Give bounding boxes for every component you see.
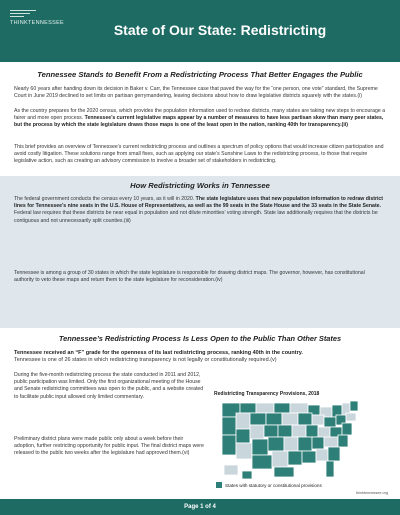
map-state-shape bbox=[236, 443, 252, 459]
map-state-shape bbox=[242, 471, 252, 479]
map-state-shape bbox=[338, 435, 348, 447]
map-state-shape bbox=[324, 417, 336, 427]
map-state-shape bbox=[256, 403, 274, 413]
page-header bbox=[0, 0, 400, 62]
section3-column-paragraph-2: Preliminary district plans were made public only about a week before their adoption, further restricting opportunity for public input. The final district maps were released to the public two weeks after the legislature had approved them.(vi) bbox=[14, 436, 204, 457]
page-number: Page 1 of 4 bbox=[184, 504, 216, 510]
legend-swatch bbox=[216, 482, 222, 488]
map-state-shape bbox=[250, 413, 266, 425]
map-state-shape bbox=[282, 413, 298, 425]
section3-heading: Tennessee’s Redistricting Process Is Less Open to the Public Than Other States bbox=[58, 334, 342, 343]
map-state-shape bbox=[290, 403, 308, 413]
map-state-shape bbox=[350, 401, 358, 411]
section1-paragraph-2 bbox=[14, 108, 386, 130]
section2-paragraph-1 bbox=[14, 196, 386, 225]
section3-lead-text: Tennessee is one of 26 states in which redistricting transparency is not legally or constitutionally required.(v) bbox=[14, 357, 277, 364]
map-state-shape bbox=[302, 451, 316, 463]
section1-paragraph-3: This brief provides an overview of Tennessee’s current redistricting process and outlines a spectrum of policy options that would increase citizen participation and avoid costly litigation. These solutions range from small fixes, such as applying our state’s Sunshine Laws to the redistricting process, to those that require legislative action, such as creating an advisory commission to involve a broader set of stakeholders in redistricting. bbox=[14, 144, 384, 165]
section2-heading: How Redistricting Works in Tennessee bbox=[130, 181, 270, 190]
map-state-shape bbox=[224, 465, 238, 475]
section3-lead-bold: Tennessee received an “F” grade for the openness of its last redistricting process, ranking 40th in the country. bbox=[14, 350, 303, 356]
transparency-map bbox=[214, 391, 388, 493]
map-state-shape bbox=[346, 413, 356, 421]
map-title: Redistricting Transparency Provisions, 2018 bbox=[214, 391, 320, 397]
map-state-shape bbox=[324, 437, 338, 447]
us-map-icon bbox=[214, 399, 388, 483]
map-state-shape bbox=[292, 425, 306, 437]
map-state-shape bbox=[264, 425, 278, 437]
map-state-shape bbox=[268, 437, 284, 451]
map-state-shape bbox=[252, 455, 272, 469]
map-state-shape bbox=[298, 437, 312, 451]
map-state-shape bbox=[328, 447, 340, 461]
map-state-shape bbox=[236, 413, 250, 429]
map-state-shape bbox=[278, 425, 292, 437]
map-source: thinktennessee.org bbox=[355, 491, 388, 495]
map-state-shape bbox=[222, 417, 236, 435]
map-state-shape bbox=[342, 423, 352, 435]
section2-paragraph-1-bold: The state legislature uses that new population information to redraw district lines for Tennessee’s nine seats in the U.S. House of Representatives, as well as the 99 seats in the State House and the 33 seats in the State Senate. bbox=[14, 196, 384, 210]
map-state-shape bbox=[284, 437, 298, 451]
page-title: State of Our State: Redistricting bbox=[113, 22, 327, 38]
map-state-shape bbox=[312, 437, 324, 449]
map-state-shape bbox=[222, 435, 236, 455]
section3-lead bbox=[14, 350, 386, 364]
map-state-shape bbox=[250, 425, 264, 439]
map-legend bbox=[216, 482, 322, 488]
logo-text: THINKTENNESSEE bbox=[10, 20, 65, 26]
map-state-shape bbox=[272, 451, 288, 467]
page-footer bbox=[0, 499, 400, 515]
section1-heading: Tennessee Stands to Benefit From a Redistricting Process That Better Engages the Public bbox=[37, 70, 363, 79]
section1-paragraph-2-text: As the country prepares for the 2020 census, which provides the population information used to redraw districts, many states are taking new steps to encourage a fairer and more open process. bbox=[14, 108, 386, 122]
section2-paragraph-1-text-a: The federal government conducts the census every 10 years, as it will in 2020. bbox=[14, 196, 196, 202]
map-state-shape bbox=[298, 413, 312, 425]
map-state-shape bbox=[274, 467, 294, 477]
section3-column-paragraph-1: During the five-month redistricting process the state conducted in 2011 and 2012, public participation was limited. Only the first organizational meeting of the House and Senate redistricting committees was open to the public, and a website created to facilitate public input allowed only limited commentary. bbox=[14, 372, 204, 400]
map-state-shape bbox=[306, 425, 318, 437]
map-state-shape bbox=[312, 415, 324, 425]
legend-label: States with statutory or constitutional provisions bbox=[225, 482, 322, 488]
logo-mark-icon bbox=[10, 10, 36, 18]
map-state-shape bbox=[288, 451, 302, 465]
map-state-shape bbox=[326, 461, 334, 477]
map-states bbox=[222, 401, 358, 479]
map-state-shape bbox=[316, 449, 328, 461]
section2-paragraph-2: Tennessee is among a group of 30 states in which the state legislature is responsible for drawing district maps. The governor, however, has constitutional authority to veto these maps and return them to the state legislature for reconsideration.(iv) bbox=[14, 270, 365, 284]
map-state-shape bbox=[266, 413, 282, 425]
map-state-shape bbox=[274, 403, 290, 413]
section1-paragraph-2-bold: Tennessee’s current legislative maps appear by a number of measures to have less partisan skew than many peer states, but the process by which the state legislature draws those maps is one of the least open in the nation, ranking 40th for transparency.(ii) bbox=[14, 115, 384, 129]
section2-paragraph-1-text-b: Federal law requires that these districts be near equal in population and not dilute minorities’ voting strength. State law additionally requires that the districts be contiguous and not unnecessarily split counties.(iii) bbox=[14, 210, 378, 224]
map-state-shape bbox=[252, 439, 268, 455]
map-state-shape bbox=[240, 403, 256, 413]
map-state-shape bbox=[236, 429, 250, 443]
section1-paragraph-1: Nearly 60 years after handing down its decision in Baker v. Carr, the Tennessee case that paved the way for the “one person, one vote” standard, the Supreme Court in June 2019 declined to set limits on partisan gerrymandering, leaving decisions about how to draw legislative districts squarely with the states.(i) bbox=[14, 86, 378, 100]
